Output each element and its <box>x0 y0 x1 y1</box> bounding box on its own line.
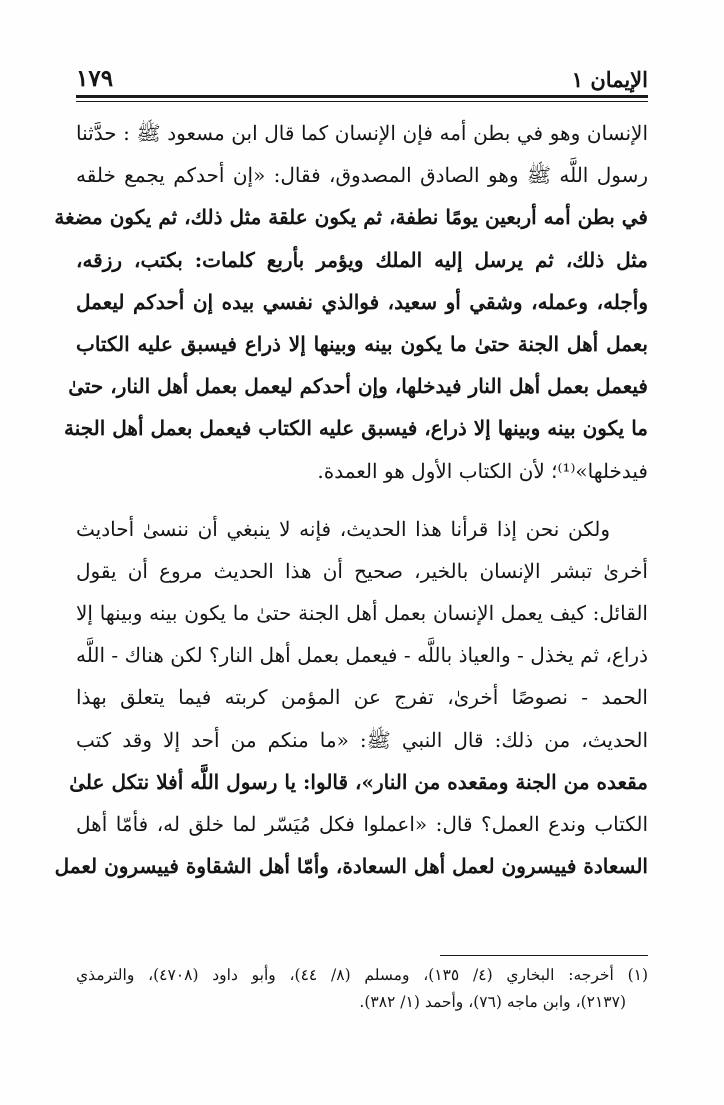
text-line: القائل: كيف يعمل الإنسان بعمل أهل الجنة حتىٰ ما يكون بينه وبينها إلا <box>76 601 648 626</box>
text-line: مقعده من الجنة ومقعده من النار»، قالوا: يا رسول اللَّه أفلا نتكل علىٰ <box>69 769 648 794</box>
text-line: مثل ذلك، ثم يرسل إليه الملك ويؤمر بأربع كلمات: بكتب، رزقه، <box>76 247 649 272</box>
text-line: أخرىٰ تبشر الإنسان بالخير، صحيح أن هذا الحديث مروع أن يقول <box>76 558 648 583</box>
text-line: في بطن أمه أربعين يومًا نطفة، ثم يكون علقة مثل ذلك، ثم يكون مضغة <box>54 205 648 230</box>
text-line: الإنسان وهو في بطن أمه فإن الإنسان كما قال ابن مسعود ﷺ : حدَّثنا <box>76 121 648 145</box>
text-line: الحديث، من ذلك: قال النبي ﷺ: «ما منكم من أحد إلا وقد كتب <box>76 727 648 752</box>
footnote-rule <box>440 955 648 956</box>
text-line: بعمل أهل الجنة حتىٰ ما يكون بينه وبينها إلا ذراع فيسبق عليه الكتاب <box>76 331 648 356</box>
footnote-line: (١) أخرجه: البخاري (٤/ ١٣٥)، ومسلم (٨/ ٤٤)، وأبو داود (٤٧٠٨)، والترمذي <box>76 966 649 984</box>
text-line: السعادة فييسرون لعمل أهل السعادة، وأمّا أهل الشقاوة فييسرون لعمل <box>54 854 648 879</box>
header-rule-thin <box>76 101 648 102</box>
text-line: رسول اللَّه ﷺ وهو الصادق المصدوق، فقال: «إن أحدكم يجمع خلقه <box>76 163 648 188</box>
main-text <box>54 112 649 887</box>
running-title: الإيمان ١ <box>571 67 648 92</box>
text-line: ذراع، ثم يخذل - والعياذ باللَّه - فيعمل بعمل أهل النار؟ لكن هناك - اللَّه <box>76 643 648 668</box>
paragraph-1 <box>54 112 649 492</box>
footnote-line: (٢١٣٧)، وابن ماجه (٧٦)، وأحمد (١/ ٣٨٢). <box>359 993 626 1011</box>
paragraph-2 <box>54 508 648 888</box>
text-line: فيعمل بعمل أهل النار فيدخلها، وإن أحدكم ليعمل بعمل أهل النار، حتىٰ <box>68 374 648 399</box>
text-line: فيدخلها»⁽¹⁾؛ لأن الكتاب الأول هو العمدة. <box>317 458 648 483</box>
text-line: الكتاب وندع العمل؟ قال: «اعملوا فكل مُيَسّر لما خلق له، فأمّا أهل <box>76 812 648 836</box>
page-number: ١٧٩ <box>76 65 114 92</box>
page-header <box>76 58 648 92</box>
text-line: وأجله، وعمله، وشقي أو سعيد، فوالذي نفسي بيده إن أحدكم ليعمل <box>76 289 648 314</box>
text-line: الحمد - نصوصًا أخرىٰ، تفرج عن المؤمن كربته فيما يتعلق بهذا <box>76 685 648 710</box>
text-line: ما يكون بينه وبينها إلا ذراع، فيسبق عليه الكتاب فيعمل بعمل أهل الجنة <box>64 416 648 441</box>
text-line: ولكن نحن إذا قرأنا هذا الحديث، فإنه لا ينبغي أن ننسىٰ أحاديث <box>76 516 610 541</box>
footnotes <box>76 962 648 1016</box>
header-rule <box>76 95 648 98</box>
